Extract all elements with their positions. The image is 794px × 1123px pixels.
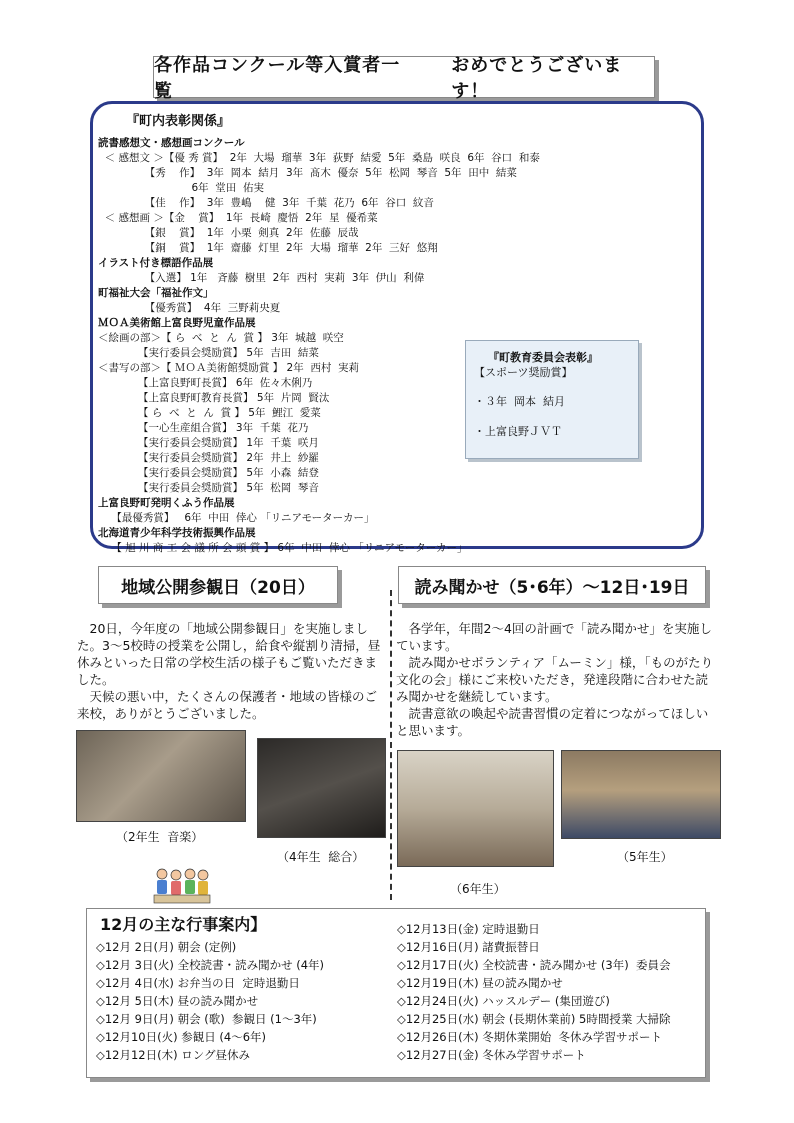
reading-text (396, 620, 718, 739)
photo-general (257, 738, 386, 838)
schedule-right (397, 920, 671, 1064)
schedule-item: ◇12月 9日(月) 朝会 (歌) 参観日 (1～3年) (96, 1012, 317, 1026)
award-category: 町福祉大会「福祉作文」 (98, 287, 214, 299)
photo-grade6 (397, 750, 554, 867)
open-day-title-text: 地域公開参観日（20日） (121, 577, 315, 598)
award-row: 【実行委員会奨励賞】 2年 井上 紗羅 (98, 452, 319, 464)
award-row: 【銀 賞】 1年 小栗 剣真 2年 佐藤 辰哉 (98, 227, 359, 239)
award-row: 【銅 賞】 1年 齋藤 灯里 2年 大場 瑠華 2年 三好 悠翔 (98, 242, 438, 254)
award-row: 【実行委員会奨励賞】 5年 吉田 結菜 (98, 347, 319, 359)
schedule-item: ◇12月 4日(水) お弁当の日 定時退勤日 (96, 976, 300, 990)
award-category: ＭＯＡ美術館上富良野児童作品展 (98, 317, 256, 329)
edu-award-box (465, 340, 639, 459)
edu-item: ・上富良野ＪＶＴ (474, 425, 562, 438)
schedule-item: ◇12月 5日(木) 昼の読み聞かせ (96, 994, 259, 1008)
children-illustration-icon (152, 866, 212, 906)
award-row: 【優秀賞】 4年 三野莉央夏 (98, 302, 281, 314)
schedule-item: ◇12月 2日(月) 朝会 (定例) (96, 940, 237, 954)
reading-title (398, 566, 706, 604)
edu-title: 『町教育委員会表彰』 (488, 351, 598, 364)
award-row: 【実行委員会奨励賞】 5年 松岡 琴音 (98, 482, 319, 494)
award-category: 読書感想文・感想画コンクール (98, 137, 245, 149)
award-row: 【最優秀賞】 6年 中田 倖心 「リニアモーターカー」 (98, 512, 375, 524)
photo-music (76, 730, 246, 822)
schedule-item: ◇12月24日(火) ハッスルデー (集団遊び) (397, 994, 610, 1008)
award-row: 【実行委員会奨励賞】 5年 小森 結登 (98, 467, 319, 479)
column-divider (390, 590, 392, 900)
award-row: 【上富良野町教育長賞】 5年 片岡 賢汰 (98, 392, 330, 404)
schedule-item: ◇12月10日(火) 参観日 (4～6年) (96, 1030, 267, 1044)
open-day-text (77, 620, 383, 722)
caption: （6年生） (450, 882, 506, 896)
open-day-title (98, 566, 338, 604)
photo-grade5 (561, 750, 721, 839)
awards-heading: 『町内表彰関係』 (126, 114, 231, 129)
schedule-item: ◇12月13日(金) 定時退勤日 (397, 922, 540, 936)
paragraph: 天候の悪い中，たくさんの保護者・地域の皆様のご来校，ありがとうございました。 (77, 689, 378, 721)
caption: （4年生 総合） (277, 850, 365, 864)
award-row: 【 旭 川 商 工 会 議 所 会 頭 賞 】 6年 中田 倖心 「リニアモーターカー」 (98, 542, 468, 554)
schedule-item: ◇12月17日(火) 全校読書・読み聞かせ (3年) 委員会 (397, 958, 671, 972)
schedule-title: 12月の主な行事案内】 (100, 915, 267, 934)
caption: （5年生） (617, 850, 673, 864)
schedule-item: ◇12月16日(月) 諸費振替日 (397, 940, 540, 954)
schedule-item: ◇12月12日(木) ロング昼休み (96, 1048, 251, 1062)
award-row: 【入選】 1年 斉藤 樹里 2年 西村 実莉 3年 伊山 利偉 (98, 272, 425, 284)
award-row: ＜ 感想文 ＞【優 秀 賞】 2年 大場 瑠華 3年 荻野 結愛 5年 桑島 咲良 6年 谷口 和泰 (98, 152, 540, 164)
schedule-item: ◇12月19日(木) 昼の読み聞かせ (397, 976, 563, 990)
award-row: 【秀 作】 3年 岡本 結月 3年 髙木 優奈 5年 松岡 琴音 5年 田中 結菜 (98, 167, 517, 179)
award-category: イラスト付き標語作品展 (98, 257, 214, 269)
paragraph: 各学年，年間2～4回の計画で「読み聞かせ」を実施しています。 (396, 621, 712, 653)
award-row: 【上富良野町長賞】 6年 佐々木俐乃 (98, 377, 313, 389)
schedule-left (96, 938, 324, 1064)
reading-title-text: 読み聞かせ（5･6年）～12日･19日 (414, 577, 690, 598)
paragraph: 20日，今年度の「地域公開参観日」を実施しました。3～5校時の授業を公開し，給食や縦割り清掃，昼休みといった日常の学校生活の様子もご覧いただきました。 (77, 621, 381, 687)
award-row: 【一心生産組合賞】 3年 千葉 花乃 (98, 422, 309, 434)
award-row: ＜ 感想画 ＞【金 賞】 1年 長崎 慶悟 2年 星 優希菜 (98, 212, 378, 224)
edu-item: ・３年 岡本 結月 (474, 395, 565, 408)
award-row: 6年 堂田 佑実 (98, 182, 264, 194)
schedule-item: ◇12月26日(木) 冬期休業開始 冬休み学習サポート (397, 1030, 663, 1044)
edu-sub: 【スポーツ奨励賞】 (474, 366, 573, 379)
award-row: ＜絵画の部＞【 ら べ と ん 賞 】 3年 城越 咲空 (98, 332, 344, 344)
caption: （2年生 音楽） (116, 830, 204, 844)
award-category: 北海道青少年科学技術振興作品展 (98, 527, 256, 539)
award-row: ＜書写の部＞【 ＭＯＡ美術館奨励賞 】 2年 西村 実莉 (98, 362, 360, 374)
paragraph: 読書意欲の喚起や読書習慣の定着につながってほしいと思います。 (396, 706, 709, 738)
schedule-item: ◇12月 3日(火) 全校読書・読み聞かせ (4年) (96, 958, 325, 972)
award-category: 上富良野町発明くふう作品展 (98, 497, 235, 509)
paragraph: 読み聞かせボランティア「ムーミン」様，「ものがたり文化の会」様にご来校いただき，発達段階に合わせた読み聞かせを継続しています。 (396, 655, 714, 704)
schedule-item: ◇12月27日(金) 冬休み学習サポート (397, 1048, 586, 1062)
title-text: 各作品コンクール等入賞者一覧 (154, 55, 401, 102)
award-row: 【 ら べ と ん 賞 】 5年 鯉江 愛菜 (98, 407, 321, 419)
schedule-item: ◇12月25日(水) 朝会 (長期休業前) 5時間授業 大掃除 (397, 1012, 671, 1026)
award-row: 【佳 作】 3年 豊嶋 健 3年 千葉 花乃 6年 谷口 紋音 (98, 197, 434, 209)
award-row: 【実行委員会奨励賞】 1年 千葉 咲月 (98, 437, 319, 449)
congrats-text: おめでとうございます！ (451, 55, 623, 102)
page-title (153, 55, 655, 102)
